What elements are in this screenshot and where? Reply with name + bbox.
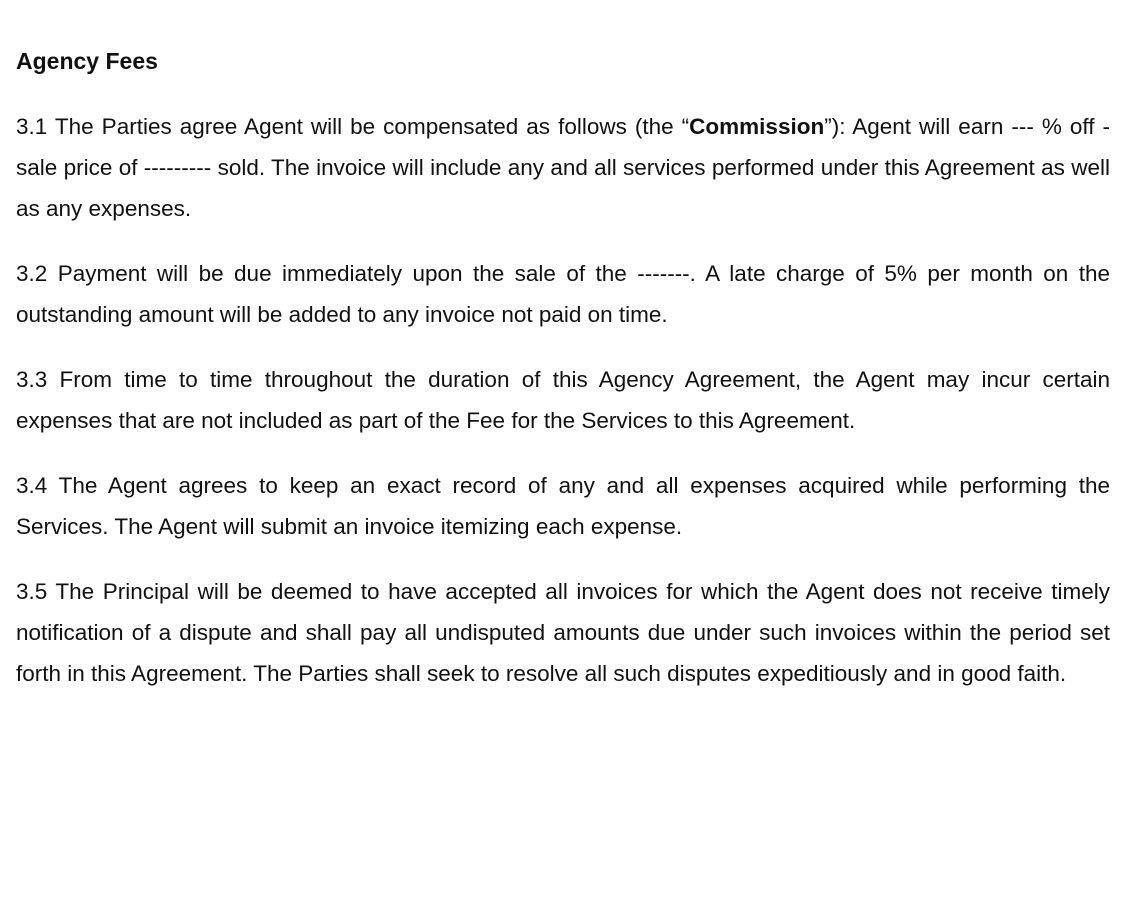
clause-3-1-text-start: 3.1 The Parties agree Agent will be compensated as follows (the “ <box>16 114 690 139</box>
clause-3-5: 3.5 The Principal will be deemed to have accepted all invoices for which the Agent does not receive timely notification of a dispute and shall pay all undisputed amounts due under such invoices within the period set forth in this Agreement. The Parties shall seek to resolve all such disputes expeditiously and in good faith. <box>16 579 1110 686</box>
clause-3-1-text-end: ”): Agent will earn --- % off - sale price of --------- sold. The invoice will include any and all services performed under this Agreement as well as any expenses. <box>16 114 1111 221</box>
commission-term: Commission <box>689 114 825 139</box>
clause-3-3: 3.3 From time to time throughout the duration of this Agency Agreement, the Agent may incur certain expenses that are not included as part of the Fee for the Services to this Agreement. <box>16 367 1110 433</box>
section-heading: Agency Fees <box>16 48 158 74</box>
clause-3-2: 3.2 Payment will be due immediately upon the sale of the -------. A late charge of 5% per month on the outstanding amount will be added to any invoice not paid on time. <box>16 261 1110 327</box>
clause-3-4: 3.4 The Agent agrees to keep an exact record of any and all expenses acquired while performing the Services. The Agent will submit an invoice itemizing each expense. <box>16 473 1110 539</box>
clause-3-1 <box>16 106 1110 229</box>
